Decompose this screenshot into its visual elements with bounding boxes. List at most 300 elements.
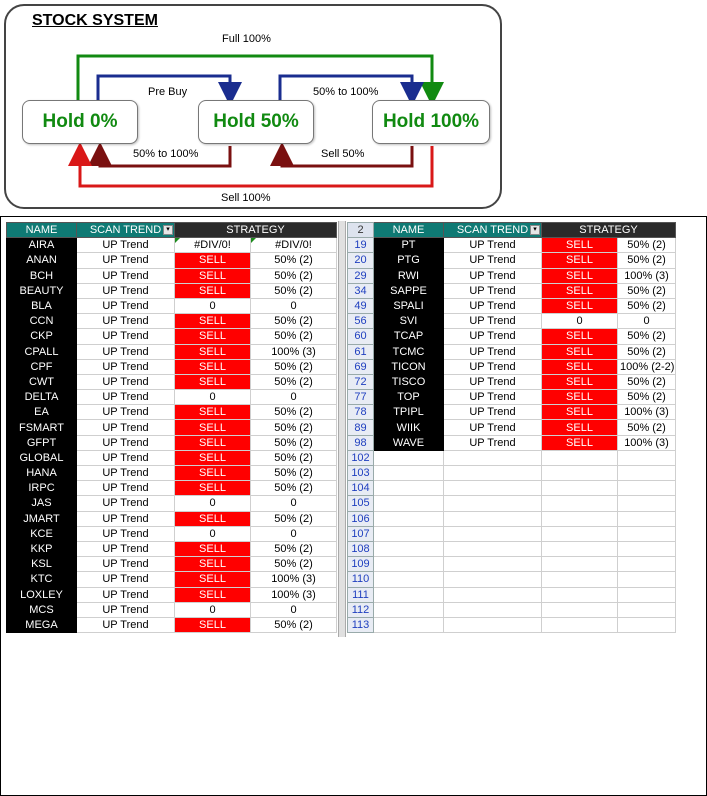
empty-cell[interactable] bbox=[542, 602, 618, 617]
stock-name-cell[interactable]: RWI bbox=[374, 268, 444, 283]
strategy-value-cell[interactable]: 50% (2) bbox=[618, 283, 676, 298]
strategy-signal-cell[interactable]: SELL bbox=[542, 435, 618, 450]
strategy-value-cell[interactable]: 50% (2) bbox=[251, 541, 337, 556]
row-number-cell[interactable]: 103 bbox=[348, 466, 374, 481]
strategy-signal-cell[interactable]: SELL bbox=[542, 405, 618, 420]
table-row bbox=[7, 617, 337, 632]
row-number-cell[interactable]: 19 bbox=[348, 238, 374, 253]
strategy-value-cell[interactable]: 100% (3) bbox=[251, 344, 337, 359]
strategy-value-cell[interactable]: 0 bbox=[251, 390, 337, 405]
empty-cell[interactable] bbox=[618, 511, 676, 526]
scan-trend-cell[interactable]: UP Trend bbox=[77, 466, 175, 481]
table-row bbox=[7, 359, 337, 374]
header-strategy[interactable]: STRATEGY bbox=[175, 223, 337, 238]
empty-cell[interactable] bbox=[374, 496, 444, 511]
strategy-signal-cell[interactable]: SELL bbox=[175, 283, 251, 298]
empty-cell[interactable] bbox=[618, 526, 676, 541]
row-number-cell[interactable]: 60 bbox=[348, 329, 374, 344]
strategy-value-cell[interactable]: 50% (2) bbox=[251, 420, 337, 435]
stock-name-cell[interactable]: ANAN bbox=[7, 253, 77, 268]
table-row bbox=[7, 496, 337, 511]
strategy-value-cell[interactable]: 50% (2) bbox=[618, 374, 676, 389]
empty-cell[interactable] bbox=[374, 466, 444, 481]
row-number-cell[interactable]: 98 bbox=[348, 435, 374, 450]
strategy-value-cell[interactable]: 50% (2) bbox=[251, 511, 337, 526]
empty-cell[interactable] bbox=[374, 602, 444, 617]
row-number-cell[interactable]: 105 bbox=[348, 496, 374, 511]
stock-name-cell[interactable]: PTG bbox=[374, 253, 444, 268]
strategy-value-cell[interactable]: 100% (3) bbox=[618, 405, 676, 420]
empty-cell[interactable] bbox=[444, 602, 542, 617]
empty-cell[interactable] bbox=[542, 587, 618, 602]
strategy-signal-cell[interactable]: SELL bbox=[542, 268, 618, 283]
empty-cell[interactable] bbox=[618, 481, 676, 496]
strategy-signal-cell[interactable]: SELL bbox=[175, 405, 251, 420]
strategy-value-cell[interactable]: 50% (2) bbox=[251, 314, 337, 329]
scan-trend-cell[interactable]: UP Trend bbox=[77, 602, 175, 617]
strategy-value-cell[interactable]: 50% (2) bbox=[618, 344, 676, 359]
strategy-signal-cell[interactable]: 0 bbox=[175, 602, 251, 617]
strategy-value-cell[interactable]: 100% (2-2) bbox=[618, 359, 676, 374]
empty-row bbox=[348, 587, 676, 602]
strategy-value-cell[interactable]: 0 bbox=[251, 526, 337, 541]
table-row bbox=[7, 298, 337, 313]
empty-cell[interactable] bbox=[374, 557, 444, 572]
spreadsheet-area bbox=[0, 216, 707, 796]
empty-cell[interactable] bbox=[444, 496, 542, 511]
strategy-signal-cell[interactable]: SELL bbox=[542, 253, 618, 268]
table-row bbox=[348, 359, 676, 374]
table-row bbox=[348, 374, 676, 389]
table-row bbox=[7, 374, 337, 389]
scan-trend-cell[interactable]: UP Trend bbox=[77, 617, 175, 632]
table-row bbox=[7, 405, 337, 420]
strategy-signal-cell[interactable]: SELL bbox=[542, 283, 618, 298]
label-pre-buy: Pre Buy bbox=[148, 86, 188, 98]
scan-trend-cell[interactable]: UP Trend bbox=[77, 435, 175, 450]
scan-trend-cell[interactable]: UP Trend bbox=[77, 268, 175, 283]
scan-trend-cell[interactable]: UP Trend bbox=[444, 405, 542, 420]
strategy-value-cell[interactable]: 50% (2) bbox=[618, 390, 676, 405]
scan-trend-cell[interactable]: UP Trend bbox=[77, 481, 175, 496]
stock-name-cell[interactable]: TPIPL bbox=[374, 405, 444, 420]
empty-cell[interactable] bbox=[444, 587, 542, 602]
scan-trend-cell[interactable]: UP Trend bbox=[444, 238, 542, 253]
table-row bbox=[348, 435, 676, 450]
empty-cell[interactable] bbox=[542, 450, 618, 465]
stock-name-cell[interactable]: MCS bbox=[7, 602, 77, 617]
table-row bbox=[348, 253, 676, 268]
scan-trend-cell[interactable]: UP Trend bbox=[77, 511, 175, 526]
scan-trend-cell[interactable]: UP Trend bbox=[444, 390, 542, 405]
table-row bbox=[348, 298, 676, 313]
scan-trend-cell[interactable]: UP Trend bbox=[444, 253, 542, 268]
filter-dropdown-icon[interactable]: ▾ bbox=[163, 225, 173, 235]
stock-name-cell[interactable]: WIIK bbox=[374, 420, 444, 435]
empty-cell[interactable] bbox=[618, 496, 676, 511]
left-header-row bbox=[7, 223, 337, 238]
empty-cell[interactable] bbox=[542, 572, 618, 587]
stock-name-cell[interactable]: KTC bbox=[7, 572, 77, 587]
table-row bbox=[7, 557, 337, 572]
stock-name-cell[interactable]: AIRA bbox=[7, 238, 77, 253]
table-row bbox=[348, 390, 676, 405]
table-row bbox=[7, 526, 337, 541]
empty-cell[interactable] bbox=[542, 526, 618, 541]
row-number-cell[interactable]: 108 bbox=[348, 541, 374, 556]
empty-row bbox=[348, 617, 676, 632]
empty-cell[interactable] bbox=[374, 526, 444, 541]
row-number-cell[interactable]: 49 bbox=[348, 298, 374, 313]
table-row bbox=[348, 268, 676, 283]
empty-cell[interactable] bbox=[444, 481, 542, 496]
scan-trend-cell[interactable]: UP Trend bbox=[77, 329, 175, 344]
table-row bbox=[7, 329, 337, 344]
hold-100-box: Hold 100% bbox=[372, 100, 490, 144]
stock-name-cell[interactable]: TISCO bbox=[374, 374, 444, 389]
stock-name-cell[interactable]: CCN bbox=[7, 314, 77, 329]
stock-name-cell[interactable]: EA bbox=[7, 405, 77, 420]
empty-cell[interactable] bbox=[444, 450, 542, 465]
header-scan-trend[interactable] bbox=[444, 223, 542, 238]
scan-trend-cell[interactable]: UP Trend bbox=[77, 374, 175, 389]
table-row bbox=[348, 238, 676, 253]
empty-cell[interactable] bbox=[618, 541, 676, 556]
table-row bbox=[7, 344, 337, 359]
empty-cell[interactable] bbox=[444, 466, 542, 481]
empty-cell[interactable] bbox=[542, 466, 618, 481]
scan-trend-cell[interactable]: UP Trend bbox=[444, 435, 542, 450]
scan-trend-cell[interactable]: UP Trend bbox=[444, 344, 542, 359]
strategy-value-cell[interactable]: 50% (2) bbox=[251, 253, 337, 268]
arrow-full-100 bbox=[78, 56, 432, 100]
empty-cell[interactable] bbox=[374, 572, 444, 587]
strategy-signal-cell[interactable]: SELL bbox=[175, 541, 251, 556]
stock-name-cell[interactable]: FSMART bbox=[7, 420, 77, 435]
scan-trend-cell[interactable]: UP Trend bbox=[77, 541, 175, 556]
empty-cell[interactable] bbox=[444, 557, 542, 572]
strategy-value-cell[interactable]: 100% (3) bbox=[251, 587, 337, 602]
empty-cell[interactable] bbox=[618, 602, 676, 617]
scan-trend-cell[interactable]: UP Trend bbox=[77, 572, 175, 587]
empty-cell[interactable] bbox=[618, 617, 676, 632]
empty-cell[interactable] bbox=[542, 511, 618, 526]
strategy-signal-cell[interactable]: SELL bbox=[175, 329, 251, 344]
strategy-value-cell[interactable]: 50% (2) bbox=[251, 268, 337, 283]
scan-trend-cell[interactable]: UP Trend bbox=[77, 405, 175, 420]
row-number-cell[interactable]: 107 bbox=[348, 526, 374, 541]
table-row bbox=[7, 541, 337, 556]
strategy-value-cell[interactable]: 100% (3) bbox=[618, 435, 676, 450]
scan-trend-cell[interactable]: UP Trend bbox=[77, 253, 175, 268]
strategy-signal-cell[interactable]: SELL bbox=[175, 314, 251, 329]
empty-cell[interactable] bbox=[618, 450, 676, 465]
right-header-row bbox=[348, 223, 676, 238]
row-number-cell[interactable]: 104 bbox=[348, 481, 374, 496]
stock-name-cell[interactable]: LOXLEY bbox=[7, 587, 77, 602]
strategy-value-cell[interactable]: 50% (2) bbox=[251, 329, 337, 344]
empty-cell[interactable] bbox=[444, 541, 542, 556]
stock-name-cell[interactable]: BEAUTY bbox=[7, 283, 77, 298]
stock-name-cell[interactable]: TCMC bbox=[374, 344, 444, 359]
stock-name-cell[interactable]: SPALI bbox=[374, 298, 444, 313]
strategy-value-cell[interactable]: 0 bbox=[251, 496, 337, 511]
strategy-signal-cell[interactable]: SELL bbox=[175, 435, 251, 450]
right-table-body bbox=[348, 238, 676, 633]
stock-name-cell[interactable]: WAVE bbox=[374, 435, 444, 450]
strategy-signal-cell[interactable]: SELL bbox=[175, 557, 251, 572]
scan-trend-cell[interactable]: UP Trend bbox=[444, 283, 542, 298]
strategy-value-cell[interactable]: 50% (2) bbox=[618, 329, 676, 344]
empty-cell[interactable] bbox=[374, 481, 444, 496]
strategy-value-cell[interactable]: 0 bbox=[251, 602, 337, 617]
strategy-signal-cell[interactable]: SELL bbox=[542, 374, 618, 389]
table-row bbox=[7, 238, 337, 253]
strategy-signal-cell[interactable]: SELL bbox=[175, 466, 251, 481]
stock-name-cell[interactable]: BCH bbox=[7, 268, 77, 283]
row-number-cell[interactable]: 111 bbox=[348, 587, 374, 602]
table-row bbox=[348, 329, 676, 344]
row-number-cell[interactable]: 72 bbox=[348, 374, 374, 389]
frozen-pane-divider bbox=[338, 221, 346, 637]
table-row bbox=[7, 390, 337, 405]
strategy-value-cell[interactable]: 50% (2) bbox=[618, 253, 676, 268]
table-row bbox=[7, 450, 337, 465]
empty-row bbox=[348, 557, 676, 572]
strategy-signal-cell[interactable]: SELL bbox=[175, 344, 251, 359]
stock-name-cell[interactable]: GFPT bbox=[7, 435, 77, 450]
strategy-value-cell[interactable]: 50% (2) bbox=[251, 481, 337, 496]
scan-trend-cell[interactable]: UP Trend bbox=[444, 420, 542, 435]
row-number-cell[interactable]: 113 bbox=[348, 617, 374, 632]
strategy-signal-cell[interactable]: SELL bbox=[175, 268, 251, 283]
table-row bbox=[7, 466, 337, 481]
table-row bbox=[7, 435, 337, 450]
scan-trend-cell[interactable]: UP Trend bbox=[77, 314, 175, 329]
stock-name-cell[interactable]: CPALL bbox=[7, 344, 77, 359]
row-number-cell[interactable]: 109 bbox=[348, 557, 374, 572]
row-number-cell[interactable]: 89 bbox=[348, 420, 374, 435]
row-number-cell[interactable]: 20 bbox=[348, 253, 374, 268]
scan-trend-cell[interactable]: UP Trend bbox=[77, 359, 175, 374]
scan-trend-cell[interactable]: UP Trend bbox=[77, 238, 175, 253]
scan-trend-cell[interactable]: UP Trend bbox=[77, 420, 175, 435]
row-number-cell[interactable]: 69 bbox=[348, 359, 374, 374]
strategy-signal-cell[interactable]: SELL bbox=[542, 298, 618, 313]
scan-trend-cell[interactable]: UP Trend bbox=[77, 450, 175, 465]
row-number-cell[interactable]: 56 bbox=[348, 314, 374, 329]
empty-cell[interactable] bbox=[618, 557, 676, 572]
scan-trend-cell[interactable]: UP Trend bbox=[444, 268, 542, 283]
empty-cell[interactable] bbox=[542, 541, 618, 556]
empty-cell[interactable] bbox=[374, 450, 444, 465]
empty-cell[interactable] bbox=[374, 587, 444, 602]
row-number-cell[interactable]: 110 bbox=[348, 572, 374, 587]
table-row bbox=[7, 587, 337, 602]
table-row bbox=[348, 405, 676, 420]
table-row bbox=[7, 572, 337, 587]
empty-cell[interactable] bbox=[374, 617, 444, 632]
scan-trend-cell[interactable]: UP Trend bbox=[77, 496, 175, 511]
header-row-number[interactable]: 2 bbox=[348, 223, 374, 238]
strategy-value-cell[interactable]: 50% (2) bbox=[251, 466, 337, 481]
strategy-value-cell[interactable]: 50% (2) bbox=[251, 359, 337, 374]
header-scan-trend[interactable] bbox=[77, 223, 175, 238]
diagram-title: STOCK SYSTEM bbox=[32, 12, 158, 29]
scan-trend-cell[interactable]: UP Trend bbox=[77, 283, 175, 298]
empty-cell[interactable] bbox=[618, 466, 676, 481]
row-number-cell[interactable]: 106 bbox=[348, 511, 374, 526]
table-row bbox=[348, 344, 676, 359]
strategy-value-cell[interactable]: 50% (2) bbox=[251, 617, 337, 632]
strategy-signal-cell[interactable]: 0 bbox=[175, 496, 251, 511]
scan-trend-cell[interactable]: UP Trend bbox=[77, 526, 175, 541]
stock-name-cell[interactable]: CWT bbox=[7, 374, 77, 389]
strategy-value-cell[interactable]: 50% (2) bbox=[251, 374, 337, 389]
header-name[interactable]: NAME bbox=[374, 223, 444, 238]
empty-cell[interactable] bbox=[374, 541, 444, 556]
stock-name-cell[interactable]: MEGA bbox=[7, 617, 77, 632]
hold-50-box: Hold 50% bbox=[198, 100, 314, 144]
strategy-value-cell[interactable]: 50% (2) bbox=[251, 557, 337, 572]
table-row bbox=[7, 268, 337, 283]
empty-cell[interactable] bbox=[444, 617, 542, 632]
stock-name-cell[interactable]: TCAP bbox=[374, 329, 444, 344]
strategy-signal-cell[interactable]: SELL bbox=[175, 253, 251, 268]
stock-name-cell[interactable]: HANA bbox=[7, 466, 77, 481]
strategy-signal-cell[interactable]: 0 bbox=[175, 298, 251, 313]
empty-row bbox=[348, 511, 676, 526]
stock-name-cell[interactable]: TOP bbox=[374, 390, 444, 405]
row-number-cell[interactable]: 102 bbox=[348, 450, 374, 465]
strategy-value-cell[interactable]: 50% (2) bbox=[251, 450, 337, 465]
empty-cell[interactable] bbox=[542, 557, 618, 572]
empty-row bbox=[348, 496, 676, 511]
strategy-value-cell[interactable]: 50% (2) bbox=[251, 405, 337, 420]
strategy-value-cell[interactable]: 100% (3) bbox=[618, 268, 676, 283]
strategy-value-cell[interactable]: 0 bbox=[618, 314, 676, 329]
header-name[interactable]: NAME bbox=[7, 223, 77, 238]
strategy-value-cell[interactable]: 50% (2) bbox=[618, 420, 676, 435]
empty-cell[interactable] bbox=[618, 572, 676, 587]
strategy-signal-cell[interactable]: 0 bbox=[175, 526, 251, 541]
filter-dropdown-icon[interactable]: ▾ bbox=[530, 225, 540, 235]
empty-row bbox=[348, 602, 676, 617]
strategy-value-cell[interactable]: #DIV/0! bbox=[251, 238, 337, 253]
strategy-signal-cell[interactable]: SELL bbox=[175, 374, 251, 389]
empty-cell[interactable] bbox=[444, 511, 542, 526]
stock-system-diagram bbox=[4, 4, 502, 209]
stock-name-cell[interactable]: JAS bbox=[7, 496, 77, 511]
empty-cell[interactable] bbox=[618, 587, 676, 602]
stock-name-cell[interactable]: TICON bbox=[374, 359, 444, 374]
scan-trend-cell[interactable]: UP Trend bbox=[77, 587, 175, 602]
row-number-cell[interactable]: 34 bbox=[348, 283, 374, 298]
empty-cell[interactable] bbox=[542, 617, 618, 632]
strategy-signal-cell[interactable]: SELL bbox=[542, 390, 618, 405]
strategy-signal-cell[interactable]: #DIV/0! bbox=[175, 238, 251, 253]
stock-name-cell[interactable]: SAPPE bbox=[374, 283, 444, 298]
stock-name-cell[interactable]: CKP bbox=[7, 329, 77, 344]
strategy-signal-cell[interactable]: SELL bbox=[542, 344, 618, 359]
strategy-signal-cell[interactable]: SELL bbox=[542, 329, 618, 344]
strategy-value-cell[interactable]: 0 bbox=[251, 298, 337, 313]
scan-trend-cell[interactable]: UP Trend bbox=[77, 557, 175, 572]
strategy-value-cell[interactable]: 100% (3) bbox=[251, 572, 337, 587]
strategy-signal-cell[interactable]: SELL bbox=[542, 359, 618, 374]
left-table-body bbox=[7, 238, 337, 633]
strategy-signal-cell[interactable]: SELL bbox=[175, 420, 251, 435]
strategy-signal-cell[interactable]: SELL bbox=[175, 587, 251, 602]
stock-name-cell[interactable]: KSL bbox=[7, 557, 77, 572]
table-row bbox=[348, 314, 676, 329]
strategy-signal-cell[interactable]: 0 bbox=[175, 390, 251, 405]
empty-cell[interactable] bbox=[542, 481, 618, 496]
stock-name-cell[interactable]: CPF bbox=[7, 359, 77, 374]
stock-name-cell[interactable]: KCE bbox=[7, 526, 77, 541]
empty-cell[interactable] bbox=[444, 572, 542, 587]
stock-name-cell[interactable]: IRPC bbox=[7, 481, 77, 496]
empty-row bbox=[348, 466, 676, 481]
scan-trend-cell[interactable]: UP Trend bbox=[444, 359, 542, 374]
table-row bbox=[7, 420, 337, 435]
strategy-value-cell[interactable]: 50% (2) bbox=[618, 238, 676, 253]
stock-name-cell[interactable]: BLA bbox=[7, 298, 77, 313]
stock-name-cell[interactable]: JMART bbox=[7, 511, 77, 526]
stock-name-cell[interactable]: PT bbox=[374, 238, 444, 253]
strategy-signal-cell[interactable]: SELL bbox=[175, 450, 251, 465]
row-number-cell[interactable]: 61 bbox=[348, 344, 374, 359]
scan-trend-cell[interactable]: UP Trend bbox=[444, 298, 542, 313]
empty-cell[interactable] bbox=[374, 511, 444, 526]
strategy-signal-cell[interactable]: SELL bbox=[175, 511, 251, 526]
scan-trend-cell[interactable]: UP Trend bbox=[77, 344, 175, 359]
scan-trend-cell[interactable]: UP Trend bbox=[77, 298, 175, 313]
row-number-cell[interactable]: 112 bbox=[348, 602, 374, 617]
strategy-signal-cell[interactable]: SELL bbox=[542, 420, 618, 435]
empty-cell[interactable] bbox=[444, 526, 542, 541]
hold-0-box: Hold 0% bbox=[22, 100, 138, 144]
empty-row bbox=[348, 541, 676, 556]
empty-cell[interactable] bbox=[542, 496, 618, 511]
strategy-signal-cell[interactable]: SELL bbox=[175, 481, 251, 496]
header-scan-trend-label: SCAN TREND bbox=[456, 224, 529, 237]
right-stock-table bbox=[347, 222, 676, 633]
table-row bbox=[7, 253, 337, 268]
scan-trend-cell[interactable]: UP Trend bbox=[444, 314, 542, 329]
strategy-value-cell[interactable]: 50% (2) bbox=[251, 283, 337, 298]
strategy-signal-cell[interactable]: 0 bbox=[542, 314, 618, 329]
stock-name-cell[interactable]: GLOBAL bbox=[7, 450, 77, 465]
row-number-cell[interactable]: 29 bbox=[348, 268, 374, 283]
stock-name-cell[interactable]: SVI bbox=[374, 314, 444, 329]
strategy-signal-cell[interactable]: SELL bbox=[175, 359, 251, 374]
empty-row bbox=[348, 450, 676, 465]
stock-name-cell[interactable]: DELTA bbox=[7, 390, 77, 405]
scan-trend-cell[interactable]: UP Trend bbox=[444, 374, 542, 389]
row-number-cell[interactable]: 77 bbox=[348, 390, 374, 405]
strategy-signal-cell[interactable]: SELL bbox=[175, 617, 251, 632]
row-number-cell[interactable]: 78 bbox=[348, 405, 374, 420]
strategy-value-cell[interactable]: 50% (2) bbox=[618, 298, 676, 313]
scan-trend-cell[interactable]: UP Trend bbox=[77, 390, 175, 405]
strategy-value-cell[interactable]: 50% (2) bbox=[251, 435, 337, 450]
strategy-signal-cell[interactable]: SELL bbox=[175, 572, 251, 587]
stock-name-cell[interactable]: KKP bbox=[7, 541, 77, 556]
strategy-signal-cell[interactable]: SELL bbox=[542, 238, 618, 253]
scan-trend-cell[interactable]: UP Trend bbox=[444, 329, 542, 344]
header-strategy[interactable]: STRATEGY bbox=[542, 223, 676, 238]
